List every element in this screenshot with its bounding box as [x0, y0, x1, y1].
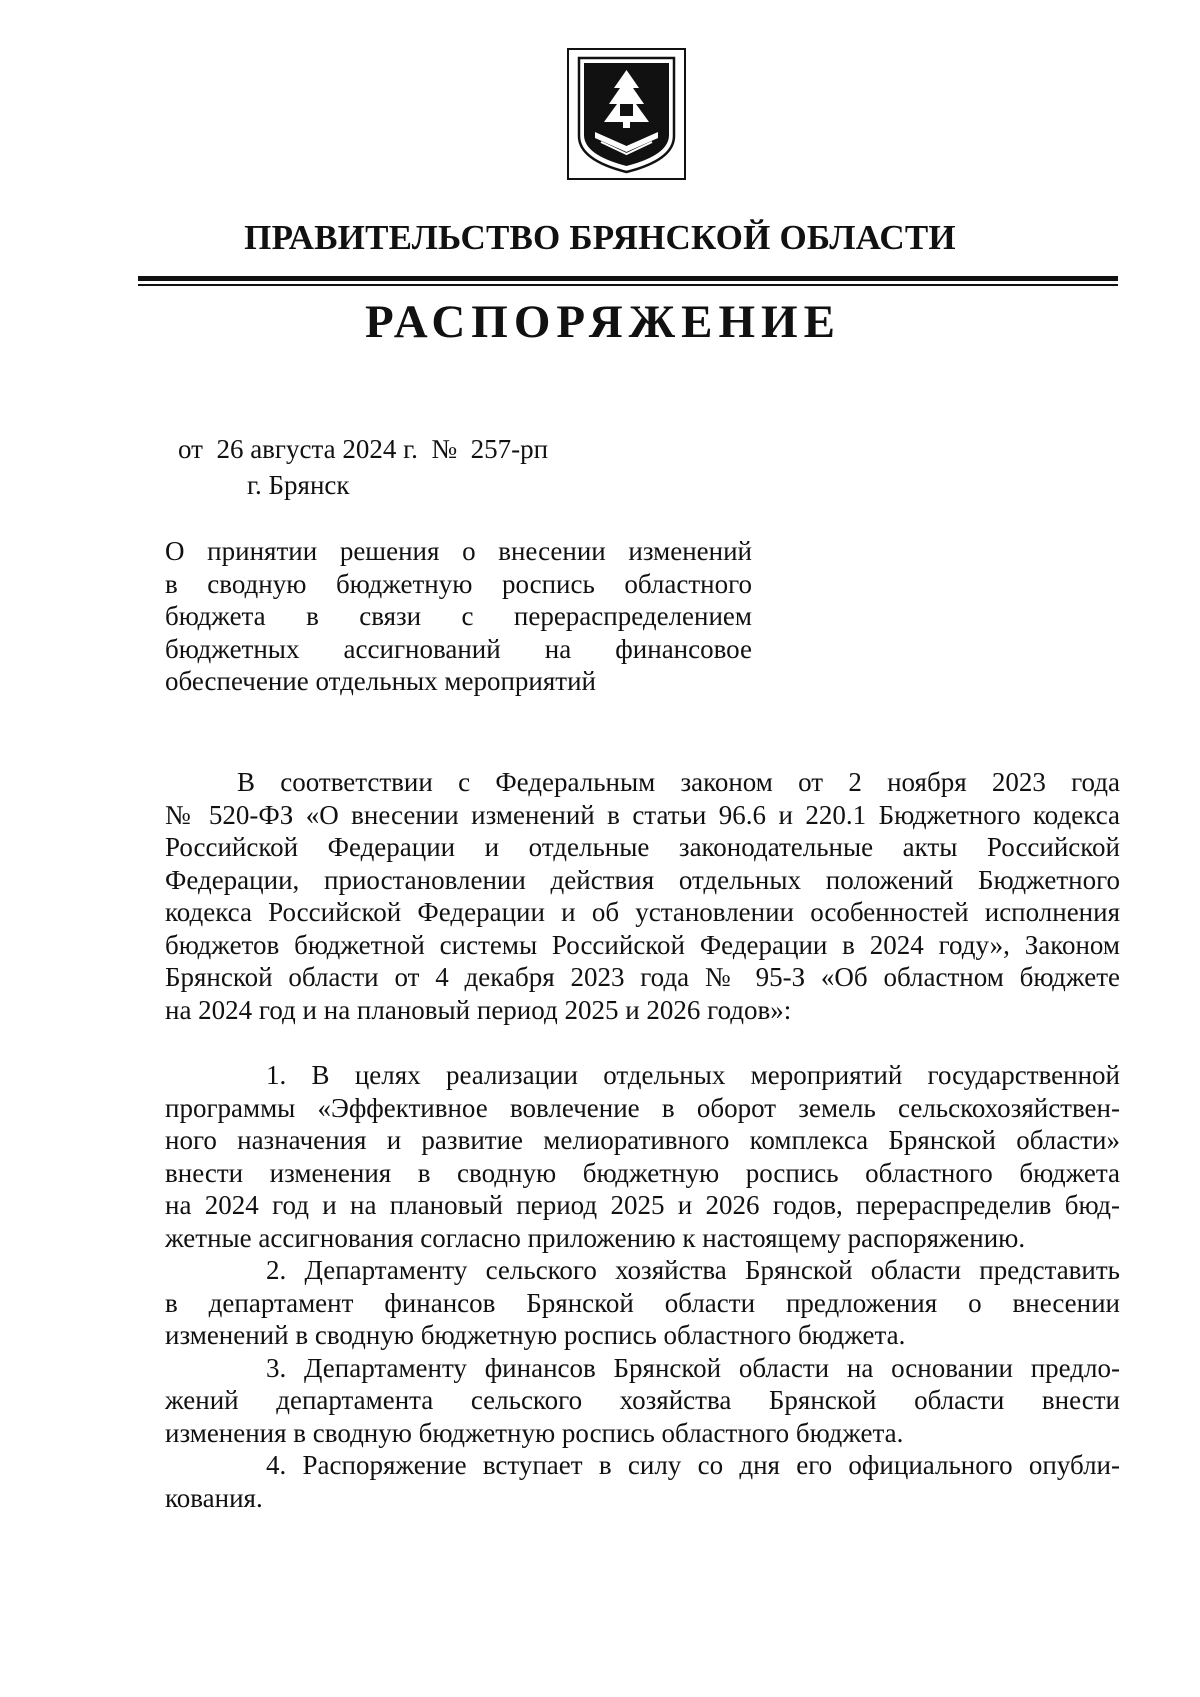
item-3-line: 3. Департаменту финансов Брянской области на основании предло- — [266, 1352, 1120, 1383]
header-divider-thin — [138, 284, 1118, 286]
preamble-line: № 520-ФЗ «О внесении изменений в статьи 96.6 и 220.1 Бюджетного кодекса — [165, 799, 1120, 830]
item-2-line: изменений в сводную бюджетную роспись областного бюджета. — [165, 1320, 906, 1350]
subject-line: обеспечение отдельных мероприятий — [165, 666, 596, 696]
item-1-line: на 2024 год и на плановый период 2025 и 2026 годов, перераспределив бюд- — [165, 1190, 1120, 1220]
subject-line: в сводную бюджетную роспись областного — [165, 568, 752, 599]
order-items — [165, 1059, 1120, 1514]
item-1-line: программы «Эффективное вовлечение в оборот земель сельскохозяйствен- — [165, 1092, 1120, 1123]
preamble-line: Брянской области от 4 декабря 2023 года № 95-З «Об областном бюджете — [165, 962, 1120, 992]
item-1-line: 1. В целях реализации отдельных мероприятий государственной — [266, 1060, 1120, 1090]
document-type-title: РАСПОРЯЖЕНИЕ — [365, 296, 841, 348]
coat-of-arms-icon — [567, 48, 686, 180]
item-4-line: 4. Распоряжение вступает в силу со дня его официального опубли- — [266, 1450, 1120, 1480]
date-and-number: от 26 августа 2024 г. № 257-рп — [178, 434, 549, 464]
preamble-line: В соответствии с Федеральным законом от 2 ноября 2023 года — [237, 767, 1120, 797]
city: г. Брянск — [247, 470, 350, 500]
preamble-line: бюджетов бюджетной системы Российской Федерации в 2024 году», Законом — [165, 929, 1120, 960]
subject-line: бюджетных ассигнований на финансовое — [165, 633, 752, 664]
item-2-line: 2. Департаменту сельского хозяйства Брянской области представить — [266, 1255, 1120, 1285]
subject-line: бюджета в связи с перераспределением — [165, 601, 752, 631]
organization-title: ПРАВИТЕЛЬСТВО БРЯНСКОЙ ОБЛАСТИ — [244, 218, 956, 257]
document-subject — [165, 535, 752, 698]
item-3-line: изменения в сводную бюджетную роспись областного бюджета. — [165, 1417, 904, 1448]
item-2-line: в департамент финансов Брянской области предложения о внесении — [165, 1287, 1120, 1318]
item-1-line: жетные ассигнования согласно приложению к настоящему распоряжению. — [165, 1222, 1026, 1253]
item-1-line: ного назначения и развитие мелиоративного комплекса Брянской области» — [165, 1125, 1120, 1155]
preamble-line: Федерации, приостановлении действия отдельных положений Бюджетного — [165, 864, 1120, 895]
preamble-line: Российской Федерации и отдельные законодательные акты Российской — [165, 832, 1120, 862]
item-4-line: кования. — [165, 1482, 263, 1513]
preamble-line: на 2024 год и на плановый период 2025 и 2026 годов»: — [165, 994, 792, 1025]
header-divider-thick — [138, 276, 1118, 281]
subject-line: О принятии решения о внесении изменений — [165, 536, 752, 566]
preamble-line: кодекса Российской Федерации и об установлении особенностей исполнения — [165, 897, 1120, 927]
item-1-line: внести изменения в сводную бюджетную роспись областного бюджета — [165, 1157, 1120, 1188]
preamble-paragraph — [165, 766, 1120, 1026]
item-3-line: жений департамента сельского хозяйства Брянской области внести — [165, 1385, 1120, 1415]
